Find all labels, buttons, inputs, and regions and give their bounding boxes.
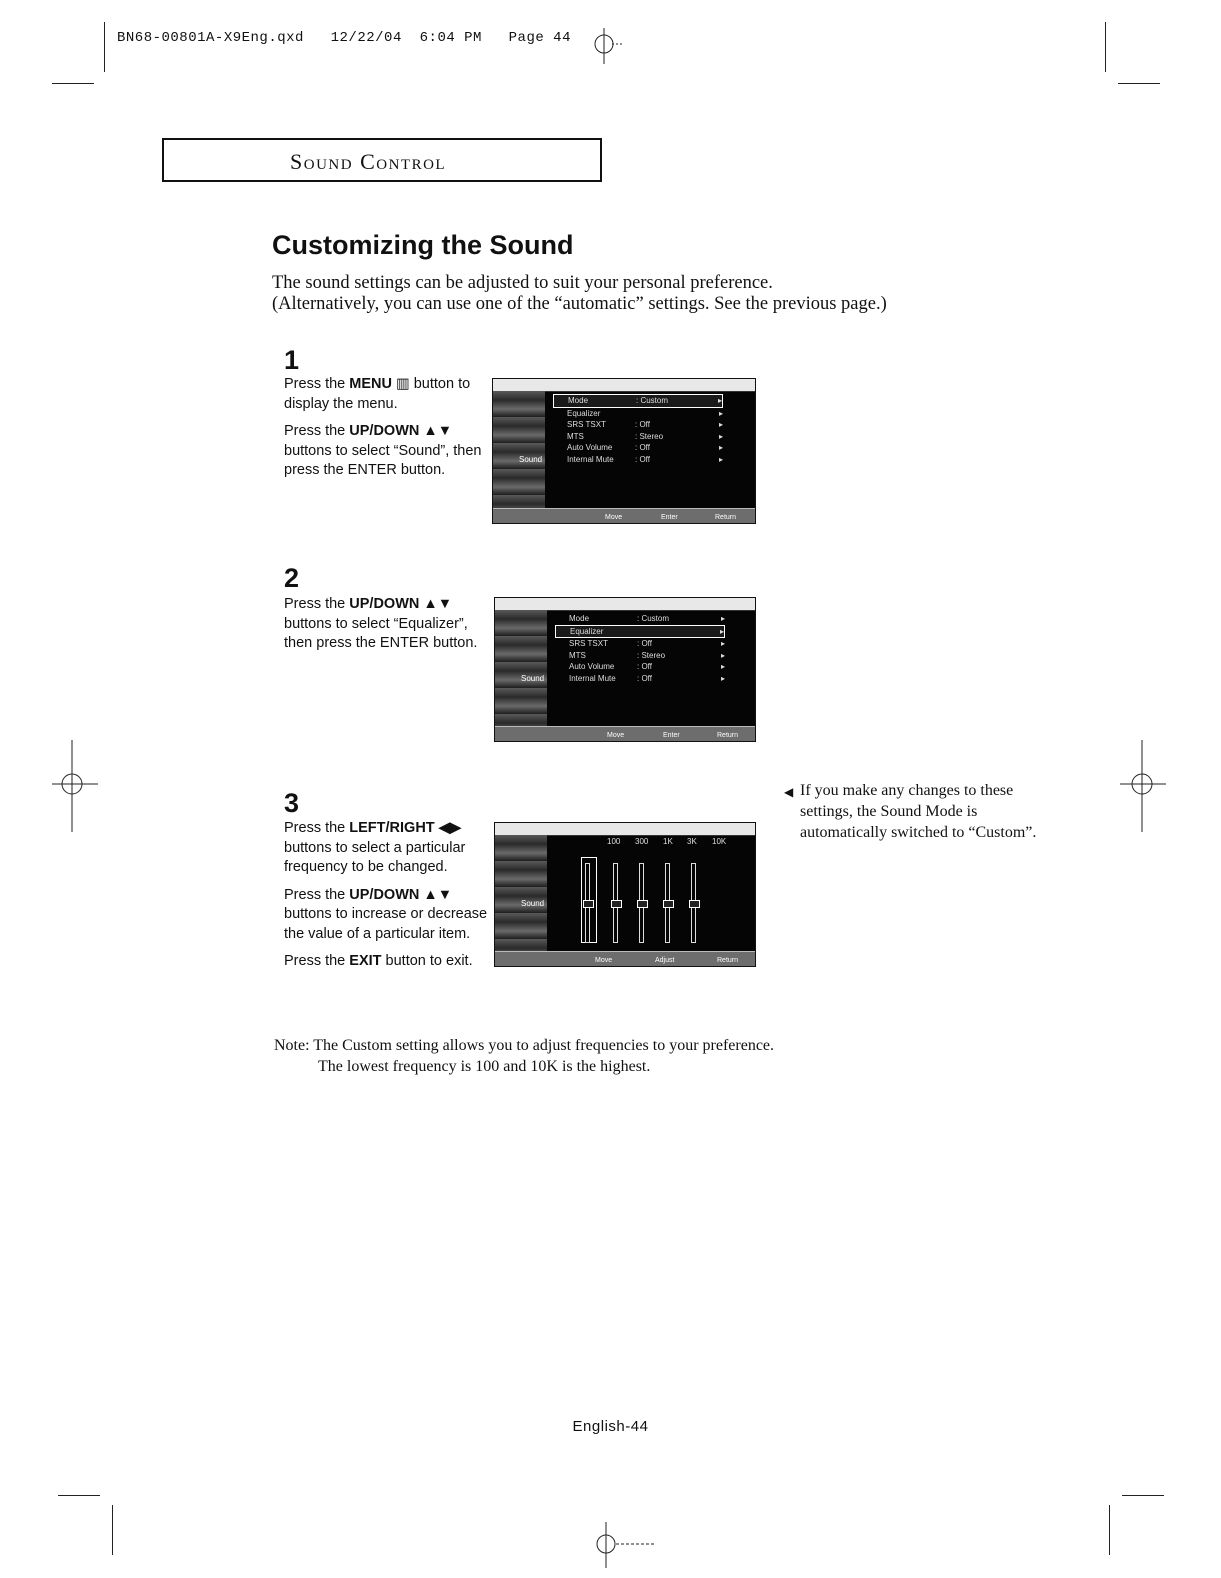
note-line-1: Note: The Custom setting allows you to adjust frequencies to your preference.: [274, 1037, 775, 1054]
page-number: English-44: [572, 1418, 649, 1435]
screen-bottom-bar: [495, 726, 755, 741]
step-3-paragraph-3: Press the EXIT button to exit.: [284, 953, 473, 969]
menu-row-auto-volume: Auto Volume : Off ▸: [567, 443, 723, 452]
eq-label-10k: 10K: [712, 837, 727, 846]
eq-label-1k: 1K: [663, 837, 673, 846]
intro-line-1: The sound settings can be adjusted to suit your personal preference.: [272, 273, 773, 293]
menu-row-auto-volume: Auto Volume : Off ▸: [569, 662, 725, 671]
step-2-screen: [494, 597, 756, 742]
crop-mark-top-left-h: [52, 83, 94, 84]
step-3-paragraph-2: Press the UP/DOWN ▲▼ buttons to increase or decrease the value of a particular item.: [284, 886, 488, 942]
menu-button-icon: ▥: [391, 376, 410, 392]
menu-row-internal-mute: Internal Mute : Off ▸: [567, 454, 723, 464]
sound-tab: Sound: [519, 455, 543, 464]
menu-row-mts: MTS : Stereo ▸: [569, 650, 725, 660]
note-line-2: The lowest frequency is 100 and 10K is the highest.: [318, 1058, 651, 1075]
screen-sidebar: [495, 610, 547, 727]
step-2-number: 2: [284, 563, 300, 593]
bottom-move: Move: [607, 732, 625, 739]
crop-mark-bottom-left-v: [112, 1505, 113, 1555]
bottom-return: Return: [717, 732, 739, 739]
registration-target-top: [588, 28, 628, 68]
step-3-screen: [494, 822, 756, 967]
step-3-text: [284, 819, 489, 980]
eq-label-3k: 3K: [687, 837, 697, 846]
bottom-move: Move: [595, 957, 613, 964]
step-1-number: 1: [284, 345, 300, 375]
menu-row-srs: SRS TSXT : Off ▸: [567, 420, 723, 429]
screen-bottom-bar: [495, 951, 755, 966]
menu-row-mode: Mode : Custom ▸: [553, 394, 723, 408]
crop-mark-bottom-right-v: [1109, 1505, 1110, 1555]
step-2-text: [284, 595, 489, 662]
eq-slider-10k: [691, 863, 696, 943]
step-1-paragraph-2: Press the UP/DOWN ▲▼ buttons to select “Sound”, then press the ENTER button.: [284, 423, 482, 478]
eq-label-100: 100: [607, 837, 621, 846]
screen-bottom-bar: [493, 508, 755, 523]
bottom-enter: Enter: [663, 732, 680, 739]
bottom-adjust: Adjust: [655, 957, 675, 964]
bottom-return: Return: [715, 514, 737, 521]
step-1-paragraph-1: Press the MENU ▥ button to display the menu.: [284, 376, 471, 412]
menu-row-equalizer: Equalizer ▸: [567, 408, 723, 418]
sound-menu: [553, 394, 723, 465]
registration-target-bottom: [590, 1520, 660, 1570]
menu-row-srs: SRS TSXT : Off ▸: [569, 639, 725, 648]
step-1-screen: [492, 378, 756, 524]
sound-tab: Sound: [521, 674, 545, 683]
file-slug: BN68-00801A-X9Eng.qxd 12/22/04 6:04 PM Page 44: [117, 30, 571, 46]
eq-slider-300: [613, 863, 618, 943]
crop-mark-top-right-h: [1118, 83, 1160, 84]
registration-target-left: [52, 740, 102, 835]
eq-label-300: 300: [635, 837, 649, 846]
step-1-text: [284, 375, 489, 489]
registration-target-right: [1118, 740, 1168, 835]
eq-slider-1k: [639, 863, 644, 943]
page-title: Customizing the Sound: [272, 230, 574, 260]
side-note: ◀ If you make any changes to these settings, the Sound Mode is automatically switched to “Custom”.: [784, 782, 1037, 841]
screen-sidebar: [493, 391, 545, 509]
menu-row-equalizer: Equalizer ▸: [555, 625, 725, 639]
crop-mark-top-left-v: [104, 22, 105, 72]
sound-tab: Sound: [521, 899, 545, 908]
screen-sidebar: [495, 835, 547, 952]
crop-mark-top-right-v: [1105, 22, 1106, 72]
eq-slider-3k: [665, 863, 670, 943]
step-3-number: 3: [284, 788, 300, 818]
bottom-enter: Enter: [661, 514, 678, 521]
sound-menu: [555, 613, 725, 684]
section-header-text: Sound Control: [290, 149, 447, 174]
triangle-left-icon: ◀: [784, 785, 794, 799]
menu-row-internal-mute: Internal Mute : Off ▸: [569, 673, 725, 683]
crop-mark-bottom-right-h: [1122, 1495, 1164, 1496]
eq-slider-100: [585, 863, 590, 943]
intro-line-2: (Alternatively, you can use one of the “automatic” settings. See the previous page.): [272, 294, 887, 314]
bottom-return: Return: [717, 957, 739, 964]
crop-mark-bottom-left-h: [58, 1495, 100, 1496]
step-3-paragraph-1: Press the LEFT/RIGHT ◀▶ buttons to select a particular frequency to be changed.: [284, 820, 466, 875]
step-2-paragraph-1: Press the UP/DOWN ▲▼ buttons to select “Equalizer”, then press the ENTER button.: [284, 596, 478, 651]
menu-row-mode: Mode : Custom ▸: [569, 614, 725, 623]
menu-row-mts: MTS : Stereo ▸: [567, 431, 723, 441]
bottom-move: Move: [605, 514, 623, 521]
section-header-box: [162, 138, 602, 182]
